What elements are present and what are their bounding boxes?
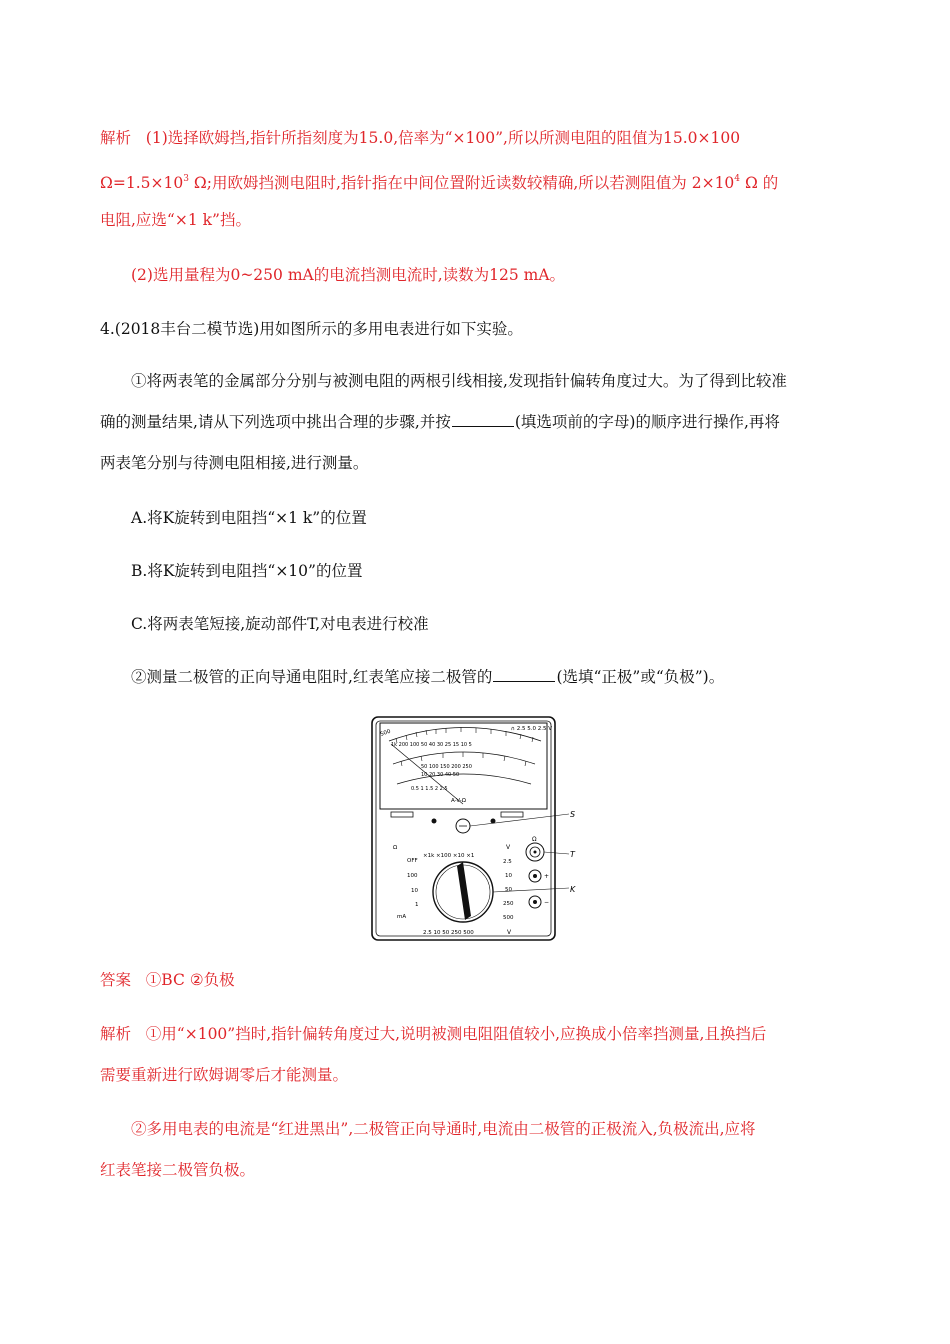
analysis1-text2b: Ω;用欧姆挡测电阻时,指针指在中间位置附近读数较精确,所以若测阻值为 2×10 — [188, 174, 735, 192]
analysis2-line4: 红表笔接二极管负极。 — [100, 1161, 256, 1179]
answer-label: 答案 — [100, 971, 132, 989]
label-t: T — [570, 850, 575, 859]
dial-center-label: A-V-Ω — [451, 798, 466, 804]
option-c: C.将两表笔短接,旋动部件T,对电表进行校准 — [131, 615, 429, 633]
analysis2-label: 解析 — [100, 1025, 132, 1043]
right-bracket — [501, 812, 523, 817]
dial-off: OFF — [407, 858, 418, 864]
svg-text:250: 250 — [503, 901, 514, 907]
multiplier-row: ×1k ×100 ×10 ×1 — [423, 853, 475, 859]
option-a: A.将K旋转到电阻挡“×1 k”的位置 — [131, 509, 367, 527]
dc-range-top: ∩ 2.5 5.0 2.5 V — [511, 726, 553, 732]
analysis1-line1 — [100, 127, 740, 149]
ohm-scale-numbers: 1k 200 100 50 40 30 25 15 10 5 — [391, 742, 472, 748]
question4-p1b-pre: 确的测量结果,请从下列选项中挑出合理的步骤,并按 — [100, 413, 451, 431]
question4-p2-post: (选填“正极”或“负极”)。 — [556, 668, 725, 686]
omega-row-label: Ω — [393, 845, 398, 851]
mid-scale-numbers: 10 20 30 40 50 — [421, 772, 460, 778]
multimeter-figure — [371, 716, 576, 942]
svg-text:mA: mA — [397, 914, 407, 920]
analysis2-line3: ②多用电表的电流是“红进黑出”,二极管正向导通时,电流由二极管的正极流入,负极流出,应将 — [131, 1120, 756, 1138]
analysis2-line2: 需要重新进行欧姆调零后才能测量。 — [100, 1066, 349, 1084]
svg-text:10: 10 — [411, 888, 418, 894]
analysis2-line1 — [100, 1023, 766, 1045]
multimeter-drawing — [371, 716, 581, 942]
svg-text:10: 10 — [505, 873, 512, 879]
question4-p1c: 两表笔分别与待测电阻相接,进行测量。 — [100, 454, 369, 472]
question4-p1b — [100, 411, 780, 433]
svg-text:1: 1 — [415, 902, 419, 908]
svg-text:2.5: 2.5 — [503, 859, 512, 865]
answer-line — [100, 969, 235, 991]
analysis1-label: 解析 — [100, 129, 132, 147]
analysis2-text1: ①用“×100”挡时,指针偏转角度过大,说明被测电阻阻值较小,应换成小倍率挡测量,且换挡后 — [145, 1025, 767, 1043]
answer-blank-1[interactable] — [452, 412, 514, 427]
question4-title: 4.(2018丰台二模节选)用如图所示的多用电表进行如下实验。 — [100, 320, 523, 338]
option-b: B.将K旋转到电阻挡“×10”的位置 — [131, 562, 363, 580]
screw-left — [432, 819, 437, 824]
question4-p2 — [131, 666, 724, 688]
right-top-v: V — [506, 844, 511, 851]
analysis1-sup1: 3 — [183, 174, 189, 184]
dial-bottom-labels: 2.5 10 50 250 500 — [423, 930, 474, 936]
question4-p1a: ①将两表笔的金属部分分别与被测电阻的两根引线相接,发现指针偏转角度过大。为了得到比较准 — [131, 372, 787, 390]
analysis1-text2c: Ω 的 — [740, 174, 779, 192]
left-bracket — [391, 812, 413, 817]
svg-text:500: 500 — [503, 915, 514, 921]
question4-p1b-post: (填选项前的字母)的顺序进行操作,再将 — [514, 413, 780, 431]
svg-text:Ω: Ω — [532, 836, 537, 843]
dial-bottom-v: V — [507, 929, 512, 936]
answer-text: ①BC ②负极 — [145, 971, 235, 989]
answer-blank-2[interactable] — [493, 667, 555, 682]
analysis1-sup2: 4 — [734, 174, 741, 184]
analysis1-line3: 电阻,应选“×1 k”挡。 — [100, 211, 251, 229]
svg-text:+: + — [544, 873, 550, 880]
svg-text:−: − — [544, 899, 550, 906]
ohm-scale-left: 500 — [379, 728, 392, 738]
label-k: K — [570, 885, 576, 894]
analysis1-line2 — [100, 168, 778, 194]
dc-scale-numbers: 50 100 150 200 250 — [421, 764, 472, 770]
analysis1-text1: (1)选择欧姆挡,指针所指刻度为15.0,倍率为“×100”,所以所测电阻的阻值为15.0×100 — [145, 129, 741, 147]
svg-text:50: 50 — [505, 887, 512, 893]
analysis1-text2a: Ω=1.5×10 — [100, 174, 184, 192]
question4-p2-pre: ②测量二极管的正向导通电阻时,红表笔应接二极管的 — [131, 668, 493, 686]
ac-scale-numbers: 0.5 1 1.5 2 2.5 — [411, 786, 448, 792]
svg-text:100: 100 — [407, 873, 418, 879]
label-s: S — [570, 810, 576, 819]
analysis1-line4: (2)选用量程为0~250 mA的电流挡测电流时,读数为125 mA。 — [131, 266, 566, 284]
